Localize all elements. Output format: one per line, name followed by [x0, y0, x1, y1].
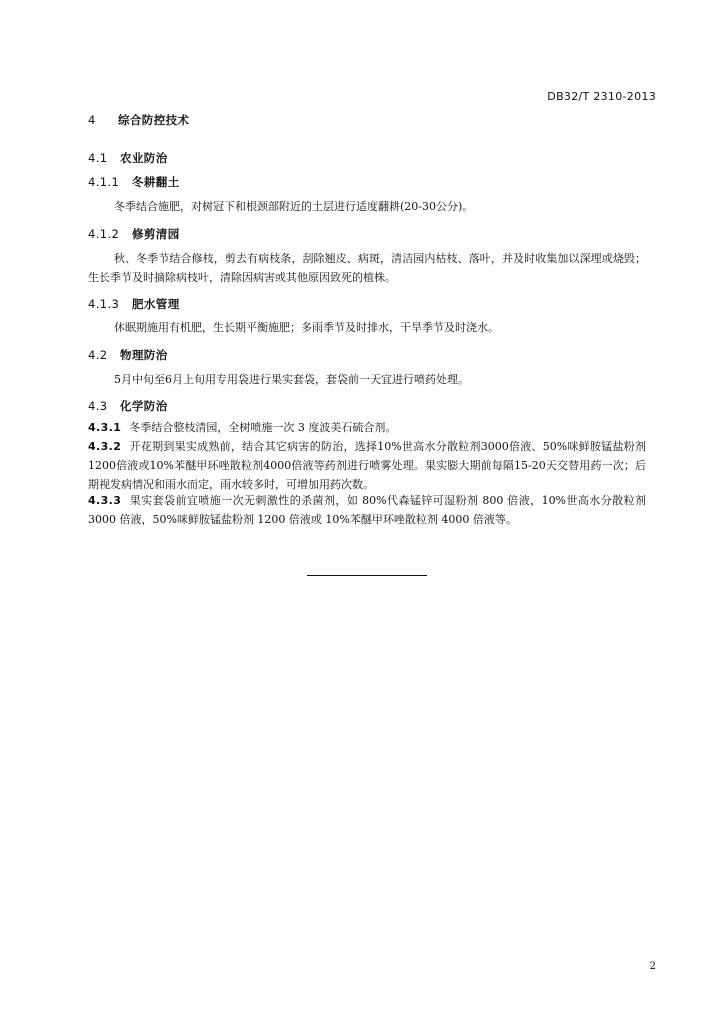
- section-title: 肥水管理: [132, 297, 180, 311]
- section-heading-4-1: [88, 150, 168, 166]
- end-of-document-rule: [307, 575, 427, 576]
- section-number: 4: [88, 113, 96, 127]
- section-title: 冬耕翻土: [132, 175, 180, 189]
- page-number: 2: [649, 961, 656, 972]
- section-title: 化学防治: [120, 399, 168, 413]
- paragraph-4-1-2: 秋、冬季节结合修枝，剪去有病枝条，刮除翘皮、病斑，清洁园内枯枝、落叶，并及时收集加以深埋或烧毁；生长季节及时摘除病枝叶，清除因病害或其他原因致死的植株。: [88, 252, 646, 284]
- clause-number: 4.3.2: [88, 440, 122, 453]
- section-heading-4: [88, 112, 189, 128]
- section-number: 4.3: [88, 399, 108, 413]
- clause-number: 4.3.3: [88, 494, 122, 507]
- paragraph-4-3-2: [88, 437, 646, 494]
- section-title: 农业防治: [120, 151, 168, 165]
- section-number: 4.1.3: [88, 297, 120, 311]
- paragraph-4-3-3: [88, 491, 646, 529]
- section-title: 物理防治: [120, 348, 168, 362]
- clause-text: 冬季结合整枝清园，全树喷施一次 3 度波美石硫合剂。: [129, 421, 397, 434]
- section-number: 4.1.1: [88, 175, 120, 189]
- section-number: 4.1: [88, 151, 108, 165]
- section-title: 综合防控技术: [118, 113, 190, 127]
- section-heading-4-1-1: [88, 174, 180, 190]
- standard-number: DB32/T 2310-2013: [547, 90, 656, 103]
- clause-text: 开花期到果实成熟前，结合其它病害的防治，选择10%世高水分散粒剂3000倍液、50%咪鲜胺锰盐粉剂1200倍液或10%苯醚甲环唑散粒剂4000倍液等药剂进行喷雾处理。果实膨大期前每隔15-20天交替用药一次；后期视发病情况和雨水而定，雨水较多时，可增加用药次数。: [88, 440, 646, 491]
- clause-number: 4.3.1: [88, 421, 122, 434]
- section-heading-4-3: [88, 398, 168, 414]
- paragraph-4-1-3: 休眠期施用有机肥，生长期平衡施肥；多雨季节及时排水，干旱季节及时浇水。: [114, 321, 499, 334]
- section-number: 4.2: [88, 348, 108, 362]
- paragraph-4-3-1: [88, 418, 646, 437]
- paragraph-4-2: 5月中旬至6月上旬用专用袋进行果实套袋，套袋前一天宜进行喷药处理。: [114, 373, 469, 386]
- section-heading-4-1-3: [88, 296, 180, 312]
- paragraph-4-1-1: 冬季结合施肥，对树冠下和根颈部附近的土层进行适度翻耕(20-30公分)。: [114, 200, 474, 213]
- section-heading-4-1-2: [88, 226, 180, 242]
- clause-text: 果实套袋前宜喷施一次无刺激性的杀菌剂，如 80%代森锰锌可湿粉剂 800 倍液，10%世高水分散粒剂 3000 倍液，50%咪鲜胺锰盐粉剂 1200 倍液或 10%苯醚甲环唑散粒剂 4000 倍液等。: [88, 494, 646, 526]
- section-title: 修剪清园: [132, 227, 180, 241]
- section-number: 4.1.2: [88, 227, 120, 241]
- section-heading-4-2: [88, 347, 168, 363]
